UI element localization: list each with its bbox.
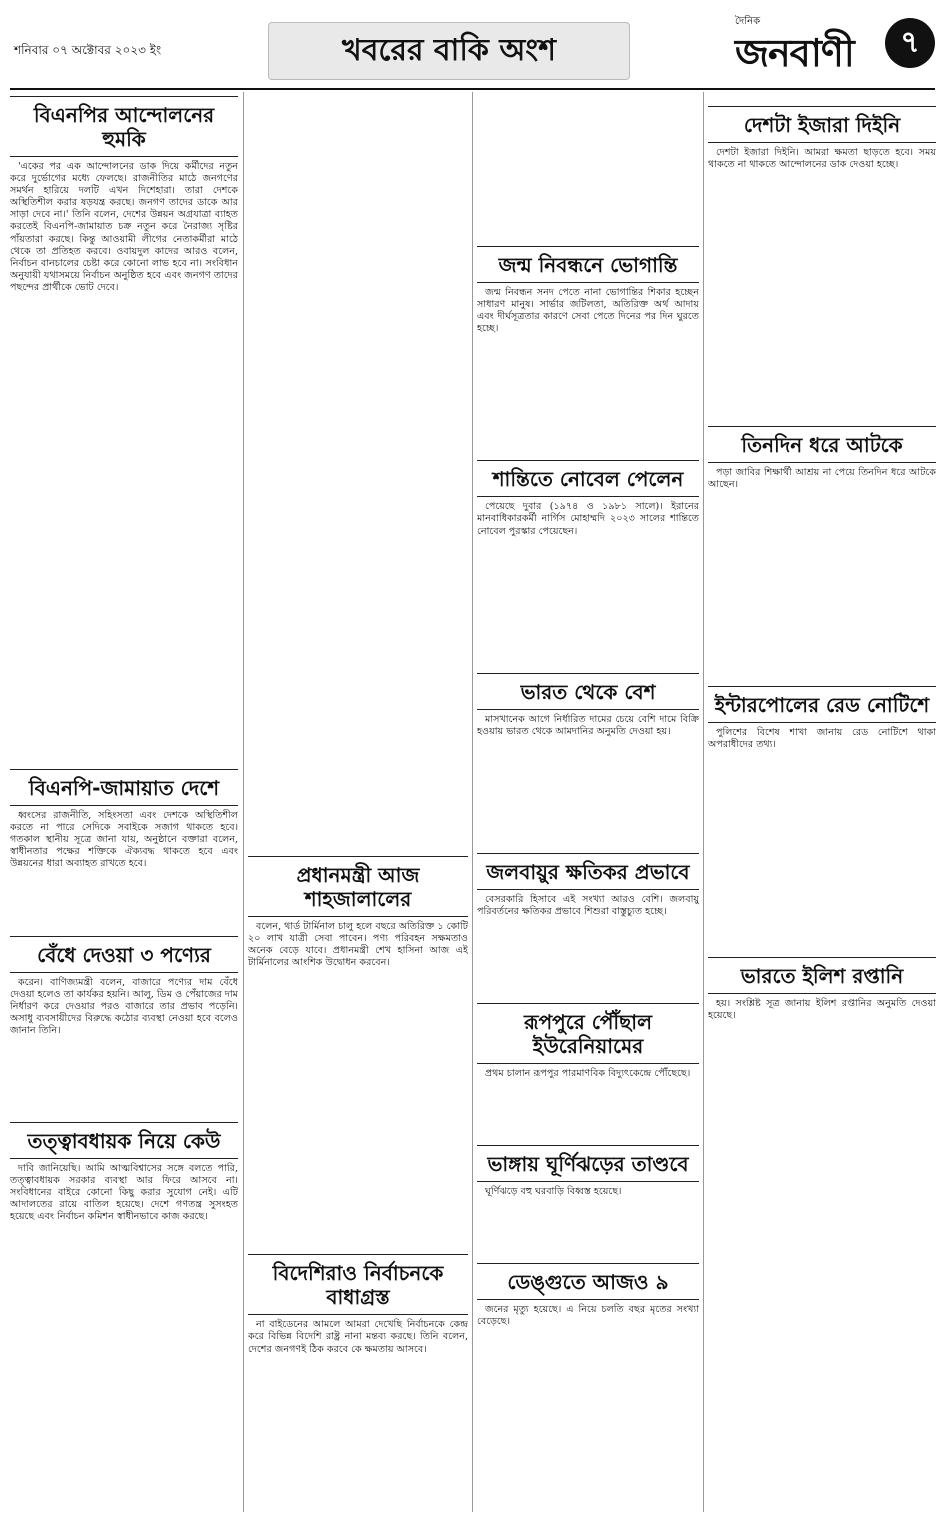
article-body: দেশটা ইজারা দিইনি। আমরা ক্ষমতা ছাড়তে হবে। সময় থাকতে না থাকতে আন্দোলনের ডাক দেওয়া হচ্ছে। bbox=[708, 147, 936, 171]
article-headline: জলবায়ুর ক্ষতিকর প্রভাবে bbox=[486, 859, 690, 884]
article-body: দাবি জানিয়েছি। আমি আত্মবিশ্বাসের সঙ্গে বলতে পারি, তত্ত্বাবধায়ক সরকার ব্যবস্থা আর ফিরে আসবে না। সংবিধানের বাইরে কোনো কিছু করার সুযোগ নেই। এটি আদালতের রায়ে বাতিল হয়েছে। দেশে গণতন্ত্র সুসংহত হয়েছে এবং নির্বাচন কমিশন স্বাধীনভাবে কাজ করছে। bbox=[10, 1162, 238, 1223]
article-headline: বিএনপির আন্দোলনের হুমকি bbox=[33, 103, 215, 151]
column-2 bbox=[248, 92, 468, 1512]
article-body: জনের মৃত্যু হয়েছে। এ নিয়ে চলতি বছর মৃতের সংখ্যা বেড়েছে। bbox=[477, 1304, 699, 1328]
article-headline: বিদেশিরাও নির্বাচনকে বাধাগ্রস্ত bbox=[272, 1261, 444, 1310]
article-headline: প্রধানমন্ত্রী আজ শাহজালালের bbox=[296, 863, 420, 911]
article-body: বলেন, থার্ড টার্মিনাল চালু হলে বছরে অতিরিক্ত ১ কোটি ২০ লাখ যাত্রী সেবা পাবেন। পণ্য পরিবহন সক্ষমতাও অনেক বেড়ে যাবে। প্রধানমন্ত্রী শেখ হাসিনা আজ এই টার্মিনালের আংশিক উদ্বোধন করবেন। bbox=[248, 921, 468, 969]
article-headline: দেশটা ইজারা দিইনি bbox=[743, 113, 901, 137]
article-body: করেন। বাণিজ্যমন্ত্রী বলেন, বাজারে পণ্যের দাম বেঁধে দেওয়া হলেও তা কার্যকর হয়নি। আলু, ডিম ও পেঁয়াজের দাম নির্ধারণ করে দেওয়ার পরও বাজারে তার প্রভাব পড়েনি। অসাধু ব্যবসায়ীদের বিরুদ্ধে কঠোর ব্যবস্থা নেওয়া হবে বলেও জানান তিনি। bbox=[10, 976, 238, 1036]
page-number-badge: ৭ bbox=[885, 18, 935, 68]
article-headline: বিএনপি-জামায়াত দেশে bbox=[28, 776, 220, 801]
article-headline: তত্ত্বাবধায়ক নিয়ে কেউ bbox=[27, 1128, 221, 1153]
article-headline: ডেঙ্গুতে আজও ৯ bbox=[507, 1270, 669, 1295]
article-headline: জন্ম নিবন্ধনে ভোগান্তি bbox=[498, 253, 678, 277]
column-4 bbox=[708, 92, 936, 1512]
article-body: ধ্বংসের রাজনীতি, সহিংসতা এবং দেশকে অস্থিতিশীল করতে না পারে সেদিকে সবাইকে সজাগ থাকতে হবে। গতকাল স্থানীয় সূত্রে জানা যায়, অনুষ্ঠানে বক্তারা বলেন, স্বাধীনতার পক্ষের শক্তিকে ঐক্যবদ্ধ থাকতে হবে এবং উন্নয়নের ধারা অব্যাহত রাখতে হবে। bbox=[10, 810, 238, 870]
logo-tagline: দৈনিক bbox=[735, 16, 761, 27]
article-headline: ইন্টারপোলের রেড নোটিশে bbox=[714, 693, 930, 718]
logo-name: জনবাণী bbox=[735, 31, 854, 75]
column-1 bbox=[10, 92, 238, 1512]
column-divider bbox=[472, 92, 473, 1512]
article-body: পেয়েছে দুবার (১৯৭৪ ও ১৯৮১ সালে)। ইরানের মানবাধিকারকর্মী নার্গিস মোহাম্মদি ২০২৩ সালের শান্তিতে নোবেল পুরস্কার পেয়েছেন। bbox=[477, 501, 699, 537]
article-body: প্রথম চালান রূপপুর পারমাণবিক বিদ্যুৎকেন্দ্রে পৌঁছেছে। bbox=[485, 1068, 691, 1080]
issue-date: শনিবার ০৭ অক্টোবর ২০২৩ ইং bbox=[14, 43, 162, 57]
column-divider bbox=[243, 92, 244, 1512]
column-divider bbox=[703, 92, 704, 1512]
article-body: জন্ম নিবন্ধন সনদ পেতে নানা ভোগান্তির শিকার হচ্ছেন সাধারণ মানুষ। সার্ভার জটিলতা, অতিরিক্ত অর্থ আদায় এবং দীর্ঘসূত্রতার কারণে সেবা পেতে দিনের পর দিন ঘুরতে হচ্ছে। bbox=[477, 287, 699, 335]
article-body: পড়া জাবির শিক্ষার্থী আশ্রয় না পেয়ে তিনদিন ধরে আটকে আছেন। bbox=[708, 467, 936, 491]
article-headline: ভাঙ্গায় ঘূর্ণিঝড়ের তাণ্ডবে bbox=[487, 1152, 689, 1177]
article-body: বেসরকারি হিসাবে এই সংখ্যা আরও বেশি। জলবায়ু পরিবর্তনের ক্ষতিকর প্রভাবে শিশুরা বাস্তুচ্যুত হচ্ছে। bbox=[477, 893, 699, 917]
article-body: না বাইডেনের আমলে আমরা দেখেছি নির্বাচনকে কেন্দ্র করে বিভিন্ন বিদেশি রাষ্ট্র নানা মন্তব্য করছে। তিনি বলেন, দেশের জনগণই ঠিক করবে কে ক্ষমতায় আসবে। bbox=[248, 1319, 468, 1355]
article-headline: রূপপুরে পৌঁছাল ইউরেনিয়ামের bbox=[524, 1010, 652, 1059]
article-headline: ভারতে ইলিশ রপ্তানি bbox=[740, 963, 904, 988]
article-body: হয়। সংশ্লিষ্ট সূত্র জানায় ইলিশ রপ্তানির অনুমতি দেওয়া হয়েছে। bbox=[708, 997, 936, 1021]
article-headline: তিনদিন ধরে আটকে bbox=[741, 433, 903, 458]
article-body: পুলিশের বিশেষ শাখা জানায় রেড নোটিশে থাকা অপরাধীদের তথ্য। bbox=[708, 727, 936, 751]
article-headline: বেঁধে দেওয়া ৩ পণ্যের bbox=[37, 942, 211, 967]
newspaper-logo bbox=[735, 14, 895, 80]
article-body: 'একের পর এক আন্দোলনের ডাক দিয়ে কর্মীদের নতুন করে দুর্ভোগের মধ্যে ফেলছে। রাজনীতির মাঠে জনগণের সমর্থন হারিয়ে দলটি এখন দিশেহারা। তারা দেশকে অস্থিতিশীল করার ষড়যন্ত্র করছে। জনগণ তাদের ডাকে আর সাড়া দেবে না।' তিনি বলেন, দেশের উন্নয়ন অগ্রযাত্রা ব্যাহত করতেই বিএনপি-জামায়াত চক্র নতুন করে নৈরাজ্য সৃষ্টির পাঁয়তারা করছে। কিন্তু আওয়ামী লীগের নেতাকর্মীরা মাঠে থেকে তা প্রতিহত করবে। ওবায়দুল কাদের আরও বলেন, নির্বাচন বানচালের চেষ্টা করে কোনো লাভ হবে না। সংবিধান অনুযায়ী যথাসময়ে নির্বাচন অনুষ্ঠিত হবে এবং জনগণ তাদের পছন্দের প্রার্থীকে ভোট দেবে। bbox=[10, 161, 238, 293]
article-headline: শান্তিতে নোবেল পেলেন bbox=[492, 467, 684, 492]
article-body: ঘূর্ণিঝড়ে বহু ঘরবাড়ি বিধ্বস্ত হয়েছে। bbox=[485, 1186, 622, 1198]
article-body: মাসখানেক আগে নির্ধারিত দামের চেয়ে বেশি দামে বিক্রি হওয়ায় ভারত থেকে আমদানির অনুমতি দেওয়া হয়। bbox=[477, 713, 699, 737]
page-header bbox=[0, 0, 945, 90]
header-rule bbox=[10, 88, 935, 90]
column-3 bbox=[477, 92, 699, 1512]
section-title: খবরের বাকি অংশ bbox=[268, 22, 630, 80]
article-headline: ভারত থেকে বেশ bbox=[520, 679, 656, 704]
